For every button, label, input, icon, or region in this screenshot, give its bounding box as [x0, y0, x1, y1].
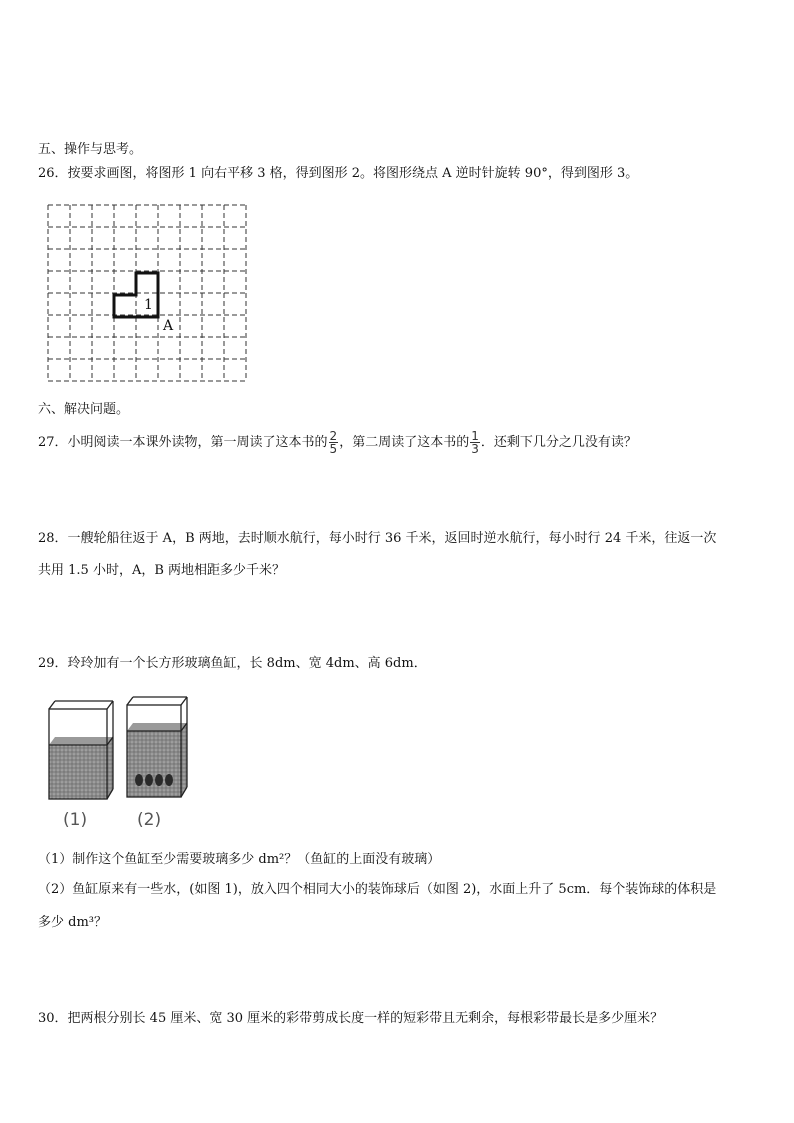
question-29-sub2-line1: （2）鱼缸原来有一些水，(如图 1)，放入四个相同大小的装饰球后（如图 2)，水面上升了 5cm．每个装饰球的体积是 — [38, 882, 717, 897]
question-27-text — [38, 430, 637, 455]
shape-1-label: 1 — [144, 297, 153, 313]
question-27-part3: ．还剩下几分之几没有读？ — [480, 435, 637, 450]
fraction-numerator: 1 — [471, 429, 479, 443]
section-heading-5: 五、操作与思考。 — [38, 142, 143, 157]
translation-grid — [44, 203, 254, 385]
section-heading-6: 六、解决问题。 — [38, 402, 130, 417]
fraction-denominator: 3 — [471, 442, 479, 456]
point-a-label: A — [163, 318, 174, 334]
figure-2-caption: (2) — [137, 810, 162, 830]
question-27-part2: ，第二周读了这本书的 — [339, 435, 470, 450]
question-29-sub1: （1）制作这个鱼缸至少需要玻璃多少 dm²？（鱼缸的上面没有玻璃） — [38, 852, 441, 867]
figure-1-caption: (1) — [63, 810, 88, 830]
fish-tank-figure-1 — [45, 693, 117, 805]
fraction-numerator: 2 — [329, 429, 338, 443]
question-29-sub2-line2: 多少 dm³？ — [38, 915, 107, 930]
question-29-text: 29．玲玲加有一个长方形玻璃鱼缸，长 8dm、宽 4dm、高 6dm． — [38, 656, 427, 671]
fraction-one-third — [470, 430, 480, 455]
question-28-line1: 28．一艘轮船往返于 A，B 两地，去时顺水航行，每小时行 36 千米，返回时逆水航行，每小时行 24 千米，往返一次 — [38, 531, 717, 546]
fraction-denominator: 5 — [329, 442, 338, 456]
fraction-two-fifths — [329, 430, 339, 455]
question-27-part1: 27．小明阅读一本课外读物，第一周读了这本书的 — [38, 435, 328, 450]
question-26-text: 26．按要求画图，将图形 1 向右平移 3 格，得到图形 2。将图形绕点 A 逆时针旋转 90°，得到图形 3。 — [38, 166, 639, 181]
fish-tank-figure-2 — [123, 689, 195, 801]
question-28-line2: 共用 1.5 小时，A，B 两地相距多少千米？ — [38, 563, 286, 578]
question-30-text: 30．把两根分别长 45 厘米、宽 30 厘米的彩带剪成长度一样的短彩带且无剩余，每根彩带最长是多少厘米？ — [38, 1011, 664, 1026]
